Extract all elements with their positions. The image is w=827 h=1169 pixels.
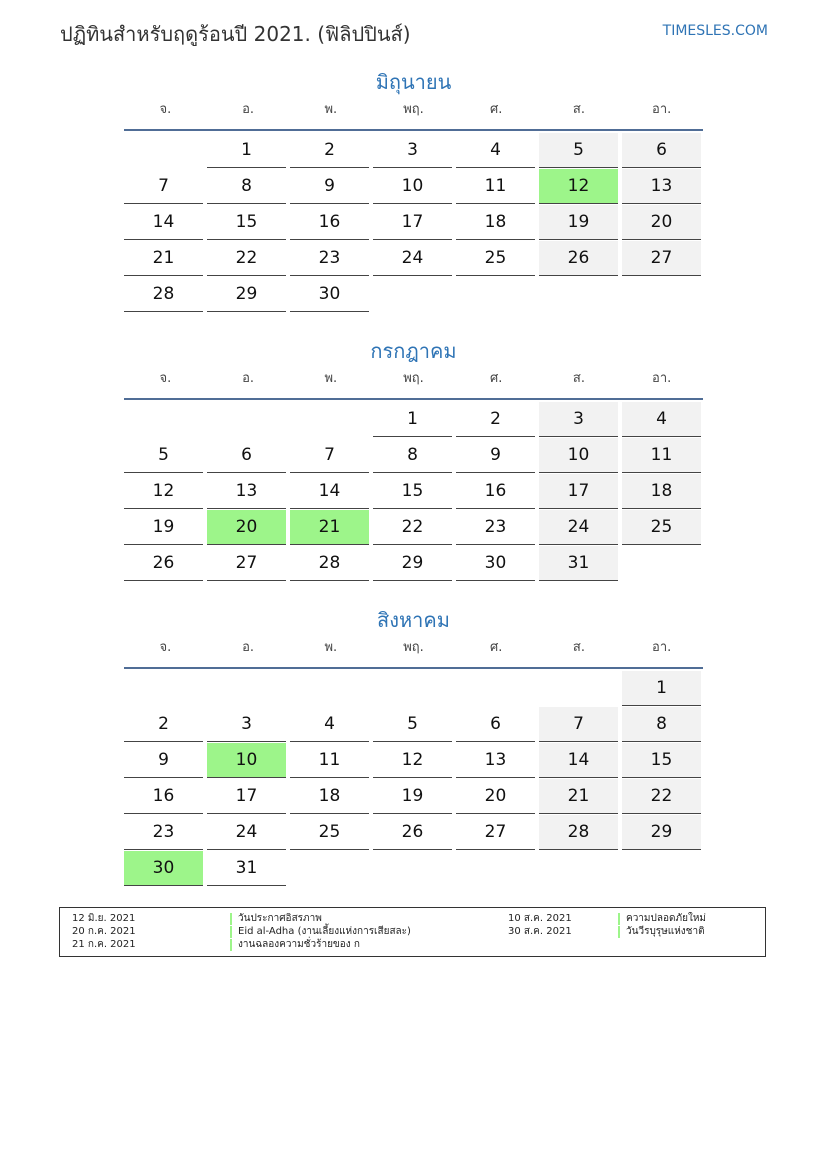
day-cell[interactable]: 7	[539, 707, 618, 742]
empty-day-cell	[373, 671, 452, 706]
day-cell[interactable]: 31	[207, 851, 286, 886]
day-cell[interactable]: 22	[622, 779, 701, 814]
day-cell[interactable]: 2	[290, 133, 369, 168]
weekday-label: ศ.	[490, 640, 503, 655]
day-cell[interactable]: 28	[539, 815, 618, 850]
day-cell[interactable]: 6	[207, 438, 286, 473]
day-cell[interactable]: 18	[290, 779, 369, 814]
day-cell[interactable]: 2	[456, 402, 535, 437]
day-cell[interactable]: 1	[622, 671, 701, 706]
weekday-label: พฤ.	[403, 640, 424, 655]
day-cell[interactable]: 20	[456, 779, 535, 814]
day-cell[interactable]: 2	[124, 707, 203, 742]
day-cell[interactable]: 24	[207, 815, 286, 850]
day-cell[interactable]: 16	[290, 205, 369, 240]
day-cell[interactable]: 22	[207, 241, 286, 276]
day-cell[interactable]: 9	[124, 743, 203, 778]
empty-day-cell	[124, 671, 203, 706]
weekday-label: ศ.	[490, 102, 503, 117]
day-cell[interactable]: 15	[373, 474, 452, 509]
day-cell[interactable]: 28	[124, 277, 203, 312]
legend-holiday-name: วันประกาศอิสรภาพ	[230, 913, 322, 925]
empty-day-cell	[207, 402, 286, 437]
day-cell[interactable]: 29	[373, 546, 452, 581]
day-grid	[124, 402, 703, 582]
weekday-label: จ.	[159, 371, 172, 386]
month-title: กรกฎาคม	[370, 339, 457, 363]
day-cell[interactable]: 30	[290, 277, 369, 312]
legend-date: 30 ส.ค. 2021	[508, 926, 572, 937]
day-cell[interactable]: 6	[622, 133, 701, 168]
day-cell[interactable]: 12	[124, 474, 203, 509]
day-cell[interactable]: 25	[622, 510, 701, 545]
day-cell[interactable]: 27	[622, 241, 701, 276]
weekday-label: พ.	[324, 640, 338, 655]
day-cell[interactable]: 31	[539, 546, 618, 581]
day-cell[interactable]: 23	[456, 510, 535, 545]
day-cell[interactable]: 3	[207, 707, 286, 742]
day-cell[interactable]: 21	[539, 779, 618, 814]
day-cell[interactable]: 21	[124, 241, 203, 276]
day-cell[interactable]: 11	[456, 169, 535, 204]
day-cell[interactable]: 22	[373, 510, 452, 545]
day-cell[interactable]: 30	[456, 546, 535, 581]
holiday-day-cell[interactable]: 10	[207, 743, 286, 778]
day-cell[interactable]: 3	[539, 402, 618, 437]
weekday-label: ศ.	[490, 371, 503, 386]
day-cell[interactable]: 5	[539, 133, 618, 168]
month-calendar	[124, 336, 703, 582]
day-cell[interactable]: 17	[539, 474, 618, 509]
legend-date: 12 มิ.ย. 2021	[72, 913, 136, 924]
month-calendar	[124, 67, 703, 313]
month-calendar	[124, 605, 703, 887]
weekday-label: พฤ.	[403, 102, 424, 117]
day-cell[interactable]: 29	[622, 815, 701, 850]
holiday-day-cell[interactable]: 21	[290, 510, 369, 545]
day-cell[interactable]: 7	[124, 169, 203, 204]
day-grid	[124, 671, 703, 887]
day-cell[interactable]: 11	[290, 743, 369, 778]
month-title: สิงหาคม	[377, 608, 450, 632]
weekday-label: อ.	[242, 371, 255, 386]
day-cell[interactable]: 9	[456, 438, 535, 473]
weekday-label: อ.	[242, 640, 255, 655]
day-cell[interactable]: 6	[456, 707, 535, 742]
empty-day-cell	[290, 402, 369, 437]
day-cell[interactable]: 10	[373, 169, 452, 204]
day-cell[interactable]: 15	[622, 743, 701, 778]
empty-day-cell	[124, 133, 203, 168]
day-cell[interactable]: 13	[622, 169, 701, 204]
day-grid	[124, 133, 703, 313]
day-cell[interactable]: 25	[290, 815, 369, 850]
page-title: ปฏิทินสำหรับฤดูร้อนปี 2021. (ฟิลิปปินส์)	[60, 22, 411, 46]
empty-day-cell	[207, 671, 286, 706]
day-cell[interactable]: 28	[290, 546, 369, 581]
day-cell[interactable]: 17	[207, 779, 286, 814]
weekday-label: อา.	[652, 640, 672, 655]
day-cell[interactable]: 13	[456, 743, 535, 778]
weekday-header	[124, 635, 703, 669]
day-cell[interactable]: 19	[539, 205, 618, 240]
day-cell[interactable]: 15	[207, 205, 286, 240]
day-cell[interactable]: 18	[456, 205, 535, 240]
day-cell[interactable]: 5	[124, 438, 203, 473]
weekday-label: ส.	[572, 371, 585, 386]
brand-link[interactable]: TIMESLES.COM	[662, 23, 768, 39]
legend-date: 10 ส.ค. 2021	[508, 913, 572, 924]
month-title: มิถุนายน	[375, 70, 452, 94]
legend-holiday-name: วันวีรบุรุษแห่งชาติ	[618, 926, 705, 938]
day-cell[interactable]: 24	[373, 241, 452, 276]
legend-date: 21 ก.ค. 2021	[72, 939, 136, 950]
day-cell[interactable]: 26	[539, 241, 618, 276]
day-cell[interactable]: 4	[456, 133, 535, 168]
weekday-label: ส.	[572, 102, 585, 117]
day-cell[interactable]: 8	[373, 438, 452, 473]
day-cell[interactable]: 9	[290, 169, 369, 204]
weekday-label: พ.	[324, 371, 338, 386]
holiday-day-cell[interactable]: 12	[539, 169, 618, 204]
day-cell[interactable]: 25	[456, 241, 535, 276]
day-cell[interactable]: 11	[622, 438, 701, 473]
legend-holiday-name: Eid al-Adha (งานเลี้ยงแห่งการเสียสละ)	[230, 926, 411, 938]
weekday-label: พฤ.	[403, 371, 424, 386]
day-cell[interactable]: 10	[539, 438, 618, 473]
weekday-header	[124, 97, 703, 131]
day-cell[interactable]: 14	[124, 205, 203, 240]
day-cell[interactable]: 7	[290, 438, 369, 473]
day-cell[interactable]: 16	[124, 779, 203, 814]
day-cell[interactable]: 13	[207, 474, 286, 509]
day-cell[interactable]: 12	[373, 743, 452, 778]
day-cell[interactable]: 19	[124, 510, 203, 545]
empty-day-cell	[456, 671, 535, 706]
day-cell[interactable]: 8	[622, 707, 701, 742]
weekday-label: อ.	[242, 102, 255, 117]
empty-day-cell	[539, 671, 618, 706]
day-cell[interactable]: 8	[207, 169, 286, 204]
day-cell[interactable]: 4	[290, 707, 369, 742]
day-cell[interactable]: 27	[456, 815, 535, 850]
day-cell[interactable]: 14	[539, 743, 618, 778]
weekday-label: จ.	[159, 640, 172, 655]
day-cell[interactable]: 4	[622, 402, 701, 437]
weekday-label: ส.	[572, 640, 585, 655]
day-cell[interactable]: 20	[622, 205, 701, 240]
day-cell[interactable]: 5	[373, 707, 452, 742]
empty-day-cell	[124, 402, 203, 437]
day-cell[interactable]: 26	[124, 546, 203, 581]
holiday-legend	[59, 907, 766, 957]
empty-day-cell	[290, 671, 369, 706]
day-cell[interactable]: 18	[622, 474, 701, 509]
weekday-label: พ.	[324, 102, 338, 117]
day-cell[interactable]: 23	[124, 815, 203, 850]
day-cell[interactable]: 17	[373, 205, 452, 240]
weekday-header	[124, 366, 703, 400]
holiday-day-cell[interactable]: 30	[124, 851, 203, 886]
day-cell[interactable]: 1	[207, 133, 286, 168]
day-cell[interactable]: 26	[373, 815, 452, 850]
day-cell[interactable]: 27	[207, 546, 286, 581]
legend-holiday-name: ความปลอดภัยใหม่	[618, 913, 706, 925]
day-cell[interactable]: 3	[373, 133, 452, 168]
weekday-label: อา.	[652, 371, 672, 386]
weekday-label: จ.	[159, 102, 172, 117]
day-cell[interactable]: 1	[373, 402, 452, 437]
day-cell[interactable]: 19	[373, 779, 452, 814]
day-cell[interactable]: 24	[539, 510, 618, 545]
day-cell[interactable]: 29	[207, 277, 286, 312]
day-cell[interactable]: 14	[290, 474, 369, 509]
legend-date: 20 ก.ค. 2021	[72, 926, 136, 937]
weekday-label: อา.	[652, 102, 672, 117]
day-cell[interactable]: 23	[290, 241, 369, 276]
holiday-day-cell[interactable]: 20	[207, 510, 286, 545]
legend-holiday-name: งานฉลองความชั่วร้ายของ ก	[230, 939, 360, 951]
day-cell[interactable]: 16	[456, 474, 535, 509]
